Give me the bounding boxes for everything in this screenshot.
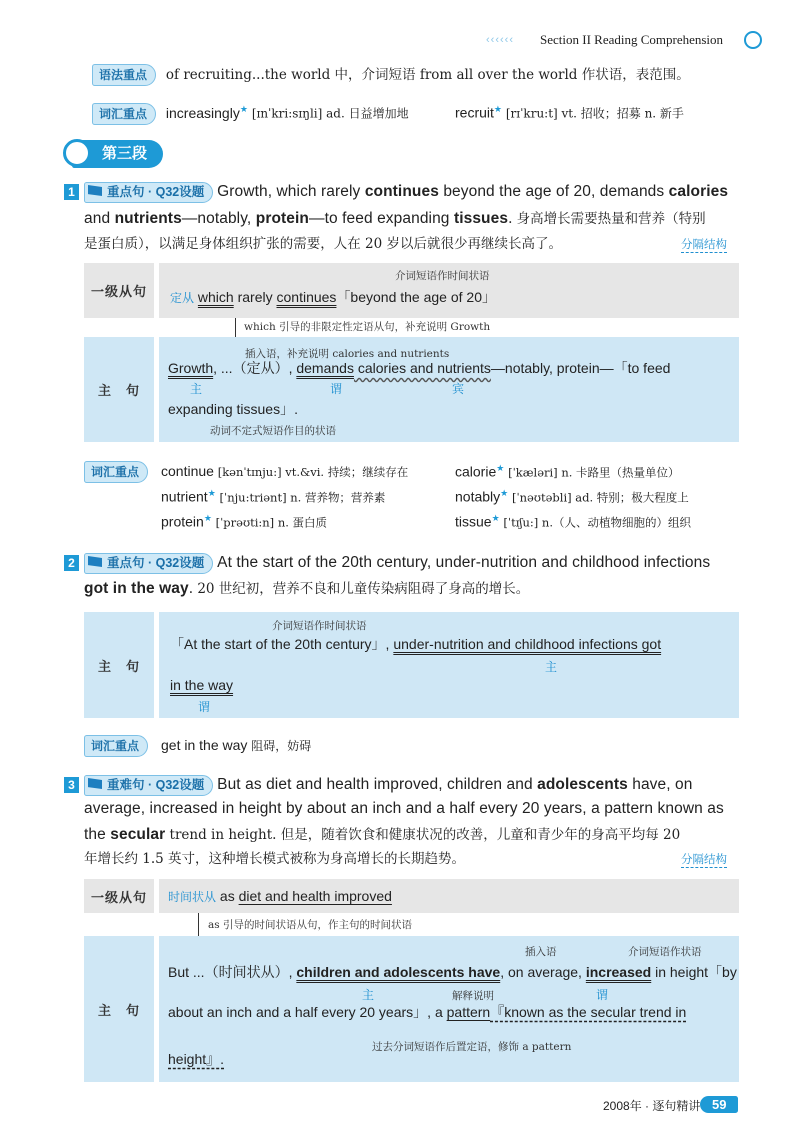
structure-link[interactable]: 分隔结构	[681, 852, 727, 866]
flag-icon	[88, 185, 102, 198]
note-as: as 引导的时间状语从句，作主句的时间状语	[208, 919, 412, 931]
vocab-item: nutrient★ [ˈnju:triənt] n. 营养物；营养素	[161, 488, 386, 505]
sentence-2-line-1: 重点句 · Q32设题 At the start of the 20th century, under-nutrition and childhood infections	[84, 552, 710, 574]
main-clause-line-1: But ...（时间状从）, children and adolescents have, on average, increased in height「by	[168, 964, 737, 980]
main-clause-line-2: about an inch and a half every 20 years」, a pattern『known as the secular trend in	[168, 1004, 687, 1020]
label-subject: 主	[545, 660, 558, 674]
flag-icon	[88, 556, 102, 569]
note-insert: 插入语	[525, 946, 557, 958]
label-predicate: 谓	[596, 988, 609, 1002]
vocab-item: notably★ [ˈnəʊtəbli] ad. 特别；极大程度上	[455, 488, 689, 505]
vocab-def: [rɪˈkru:t] vt. 招收；招募 n. 新手	[505, 106, 684, 121]
vocab-block-1	[84, 461, 148, 483]
label-subject: 主	[190, 382, 203, 396]
vocab-word: recruit	[455, 104, 494, 121]
search-icon	[744, 31, 762, 49]
vocab-item: tissue★ [ˈtɪʃu:] n.（人、动植物细胞的）组织	[455, 513, 691, 530]
sentence-number: 1	[64, 184, 79, 200]
running-header-title: Section II Reading Comprehension	[540, 32, 724, 47]
sentence-3-line-4: 年增长约 1.5 英寸，这种增长模式被称为身高增长的长期趋势。	[84, 851, 466, 867]
note-prep: 介词短语作时间状语	[272, 620, 367, 632]
main-clause-line-2: in the way	[170, 677, 234, 693]
row-label-main: 主 句	[84, 337, 154, 442]
vocab-item: continue [kənˈtɪnju:] vt.&vi. 持续；继续存在	[161, 463, 409, 479]
row-label-main: 主 句	[84, 936, 154, 1082]
vocab-item: get in the way 阻碍，妨碍	[161, 737, 312, 753]
label-predicate: 谓	[330, 382, 343, 396]
structure-link[interactable]: 分隔结构	[681, 237, 727, 251]
note-explain: 解释说明	[452, 990, 494, 1002]
sentence-2-line-2: got in the way. 20 世纪初，营养不良和儿童传染病阻碍了身高的增长。	[84, 580, 530, 597]
note-which: which 引导的非限定性定语从句，补充说明 Growth	[244, 321, 491, 333]
note-prep: 介词短语作状语	[628, 946, 702, 958]
sentence-number: 2	[64, 555, 79, 571]
sentence-1-line-2: and nutrients—notably, protein—to feed expanding tissues. 身高增长需要热量和营养（特别	[84, 210, 706, 227]
vocab-top: 词汇重点 increasingly★ [ɪnˈkri:sɪŋli] ad. 日益增加地	[92, 99, 409, 125]
note-prep: 介词短语作时间状语	[395, 270, 490, 282]
key-sentence-tag: 重难句 · Q32设题	[84, 775, 213, 796]
label-predicate: 谓	[198, 700, 211, 714]
magnifier-icon	[63, 139, 91, 167]
vocab-top-2: recruit★ [rɪˈkru:t] vt. 招收；招募 n. 新手	[455, 104, 684, 121]
main-clause-row	[159, 612, 739, 718]
vocab-tag: 词汇重点	[84, 461, 148, 483]
sentence-3-line-2: average, increased in height by about an inch and a half every 20 years, a pattern known as	[84, 800, 724, 817]
sentence-3-line-1: 重难句 · Q32设题 But as diet and health improved, children and adolescents have, on	[84, 774, 692, 796]
grammar-note	[92, 64, 690, 86]
header-arrows: ‹‹‹‹‹‹	[486, 34, 514, 46]
connector-line	[198, 913, 199, 937]
label-object: 宾	[452, 382, 465, 396]
vocab-tag: 词汇重点	[92, 103, 156, 125]
vocab-tag: 词汇重点	[84, 735, 148, 757]
sentence-3-line-3: the secular trend in height. 但是，随着饮食和健康状况的改善，儿童和青少年的身高平均每 20	[84, 826, 681, 843]
subclause-text: 定从 which rarely continues「beyond the age of 20」	[170, 289, 496, 305]
key-sentence-tag: 重点句 · Q32设题	[84, 553, 213, 574]
flag-icon	[88, 778, 102, 791]
vocab-item: protein★ [ˈprəʊti:n] n. 蛋白质	[161, 513, 328, 530]
sentence-1-line-3: 是蛋白质），以满足身体组织扩张的需要，人在 20 岁以后就很少再继续长高了。	[84, 236, 563, 252]
row-label-subclause: 一级从句	[84, 879, 154, 913]
note-infinitive: 动词不定式短语作目的状语	[210, 425, 336, 437]
vocab-block-2	[84, 735, 148, 757]
row-label-subclause: 一级从句	[84, 263, 154, 318]
subclause-text: 时间状从 as diet and health improved	[168, 888, 392, 904]
sentence-1-line-1: 重点句 · Q32设题 Growth, which rarely continues beyond the age of 20, demands calories	[84, 181, 728, 203]
main-clause-line-1: Growth, ...（定从）, demands calories and nutrients—notably, protein—「to feed	[168, 360, 671, 376]
footer-text: 2008年 · 逐句精讲	[603, 1099, 701, 1113]
grammar-text: of recruiting...the world 中，介词短语 from all over the world 作状语，表范围。	[165, 67, 690, 83]
main-clause-line-3: height』.	[168, 1051, 225, 1067]
vocab-def: [ɪnˈkri:sɪŋli] ad. 日益增加地	[251, 106, 409, 121]
main-clause-line-1: 「At the start of the 20th century」, under-nutrition and childhood infections got	[170, 636, 662, 652]
vocab-item: calorie★ [ˈkæləri] n. 卡路里（热量单位）	[455, 463, 680, 480]
section-banner: 第三段	[72, 140, 163, 168]
key-sentence-tag: 重点句 · Q32设题	[84, 182, 213, 203]
main-clause-line-2: expanding tissues」.	[168, 401, 298, 417]
note-insert: 插入语，补充说明 calories and nutrients	[245, 348, 450, 360]
label-subject: 主	[362, 988, 375, 1002]
note-past-participle: 过去分词短语作后置定语，修饰 a pattern	[372, 1041, 572, 1053]
grammar-tag: 语法重点	[92, 64, 156, 86]
row-label-main: 主 句	[84, 612, 154, 718]
sentence-number: 3	[64, 777, 79, 793]
page-number: 59	[700, 1096, 738, 1113]
vocab-word: increasingly	[165, 104, 240, 121]
